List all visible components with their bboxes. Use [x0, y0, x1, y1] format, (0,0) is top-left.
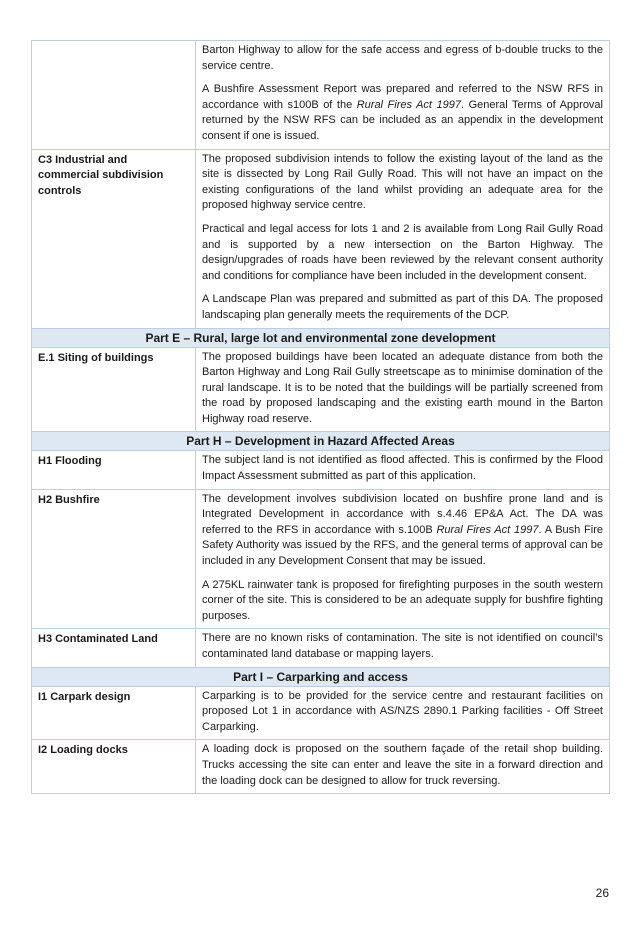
- control-response: [196, 740, 610, 794]
- table-row: [32, 41, 610, 150]
- control-response: [196, 347, 610, 432]
- control-label: H3 Contaminated Land: [32, 629, 196, 667]
- control-response: [196, 41, 610, 150]
- control-response: [196, 629, 610, 667]
- table-body: [32, 41, 610, 794]
- text-segment: The proposed subdivision intends to follow the existing layout of the land as the site is dissected by Long Rail Gully Road. This will not have an impact on the existing configurations of the land whilst providing an adequate area for the proposed highway service centre.: [202, 152, 603, 212]
- text-segment: . A Bush Fire Safety Authority was issued by the RFS, and the general terms of approval can be included in any Development Consent that may be issued.: [202, 523, 603, 568]
- control-label: I2 Loading docks: [32, 740, 196, 794]
- control-response: [196, 686, 610, 740]
- control-label: H1 Flooding: [32, 451, 196, 489]
- part-heading: Part H – Development in Hazard Affected Areas: [32, 432, 610, 451]
- control-label: H2 Bushfire: [32, 489, 196, 629]
- text-segment: . General Terms of Approval returned by the NSW RFS can be included as an appendix in the development consent if one is issued.: [202, 98, 603, 142]
- text-segment: A Bushfire Assessment Report was prepared and referred to the NSW RFS in accordance with s100B of the: [202, 83, 603, 111]
- control-label: [32, 41, 196, 150]
- page-number: 26: [595, 886, 609, 900]
- response-paragraph: [202, 578, 603, 625]
- response-paragraph: [202, 689, 603, 736]
- text-segment: The development involves subdivision located on bushfire prone land and is Integrated Development in accordance with s.4.46 EP&A Act. The DA was referred to the RFS in accordance with s.100B: [202, 492, 603, 536]
- text-segment: A loading dock is proposed on the southern façade of the retail shop building. Trucks accessing the site can enter and leave the site in a forward direction and the loading dock can be designed to allow for truck reversing.: [202, 743, 603, 787]
- part-heading-row: [32, 328, 610, 347]
- control-response: [196, 489, 610, 629]
- table-row: [32, 629, 610, 667]
- act-citation: Rural Fires Act 1997: [356, 98, 461, 111]
- table-row: [32, 149, 610, 328]
- table-row: [32, 740, 610, 794]
- part-heading: Part I – Carparking and access: [32, 667, 610, 686]
- table-row: [32, 347, 610, 432]
- response-paragraph: [202, 453, 603, 484]
- control-label: E.1 Siting of buildings: [32, 347, 196, 432]
- text-segment: Practical and legal access for lots 1 and 2 is available from Long Rail Gully Road and is supported by a new intersection on the Barton Highway. The design/upgrades of roads have been reviewed by the relevant consent authority and conditions for compliance have been included in the development consent.: [202, 222, 603, 282]
- table-row: [32, 489, 610, 629]
- response-paragraph: [202, 43, 603, 74]
- response-paragraph: [202, 631, 603, 662]
- text-segment: Carparking is to be provided for the service centre and restaurant facilities on proposed Lot 1 in accordance with AS/NZS 2890.1 Parking facilities - Off Street Carparking.: [202, 689, 603, 733]
- response-paragraph: [202, 350, 603, 428]
- part-heading: Part E – Rural, large lot and environmental zone development: [32, 328, 610, 347]
- response-paragraph: [202, 292, 603, 323]
- text-segment: There are no known risks of contamination. The site is not identified on council’s contaminated land database or mapping layers.: [202, 632, 603, 660]
- control-response: [196, 149, 610, 328]
- act-citation: Rural Fires Act 1997: [436, 523, 539, 536]
- table-row: [32, 686, 610, 740]
- text-segment: The subject land is not identified as flood affected. This is confirmed by the Flood Impact Assessment submitted as part of this application.: [202, 454, 603, 483]
- part-heading-row: [32, 432, 610, 451]
- controls-table: [31, 40, 610, 794]
- response-paragraph: [202, 742, 603, 789]
- text-segment: Barton Highway to allow for the safe access and egress of b-double trucks to the service centre.: [202, 44, 603, 72]
- response-paragraph: [202, 222, 603, 284]
- control-label: I1 Carpark design: [32, 686, 196, 740]
- response-paragraph: [202, 82, 603, 144]
- response-paragraph: [202, 152, 603, 214]
- text-segment: A Landscape Plan was prepared and submitted as part of this DA. The proposed landscaping plan generally meets the requirements of the DCP.: [202, 293, 603, 321]
- text-segment: The proposed buildings have been located an adequate distance from both the Barton Highway and Long Rail Gully streetscape as to minimise domination of the rural landscape. It is to be noted that the buildings will be partially screened from the road by proposed landscaping and the existing earth mound in the Barton Highway road reserve.: [202, 350, 603, 425]
- response-paragraph: [202, 492, 603, 570]
- control-response: [196, 451, 610, 489]
- text-segment: A 275KL rainwater tank is proposed for firefighting purposes in the south western corner of the site. This is considered to be an adequate supply for bushfire fighting purposes.: [202, 578, 603, 622]
- table-row: [32, 451, 610, 489]
- control-label: C3 Industrial and commercial subdivision controls: [32, 149, 196, 328]
- part-heading-row: [32, 667, 610, 686]
